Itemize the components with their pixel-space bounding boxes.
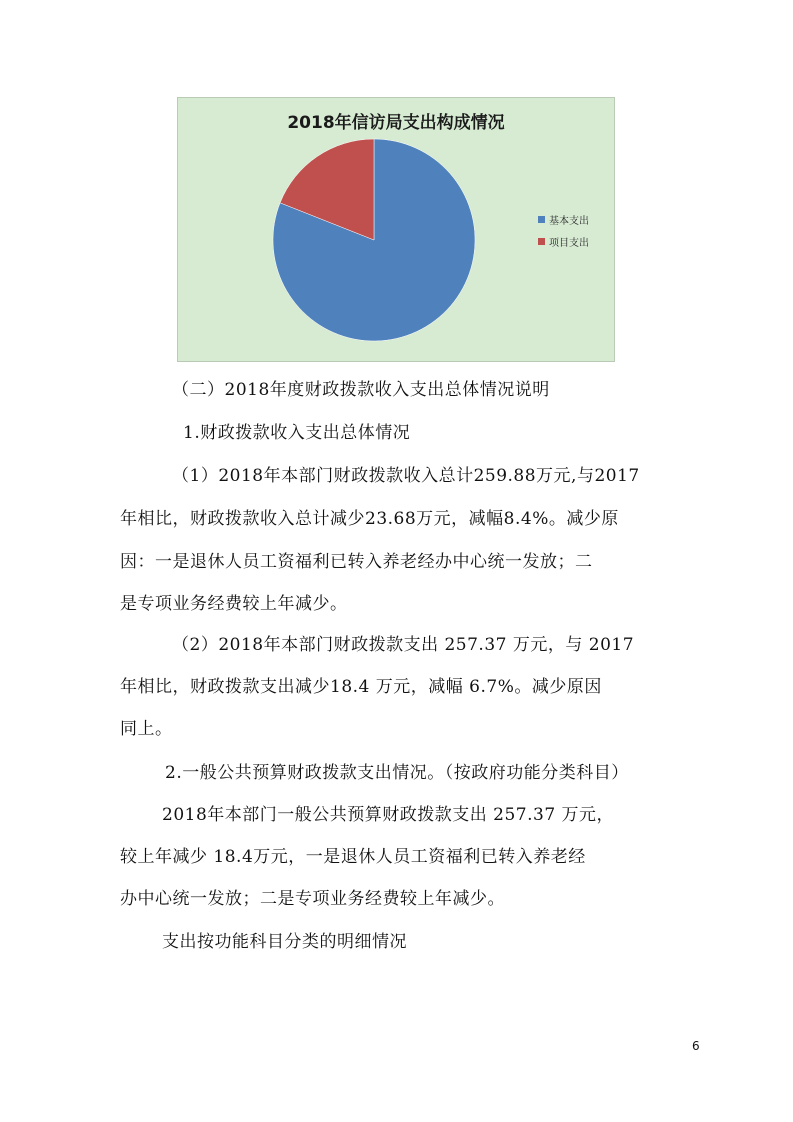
paragraph-line: 支出按功能科目分类的明细情况 (162, 932, 407, 952)
paragraph-line: 2018年本部门一般公共预算财政拨款支出 257.37 万元， (162, 805, 615, 825)
paragraph-line: 是专项业务经费较上年减少。 (120, 594, 348, 614)
legend-swatch-basic (538, 216, 545, 223)
pie-chart (177, 97, 615, 362)
paragraph-line: 年相比，财政拨款收入总计减少23.68万元，减幅8.4%。减少原 (120, 509, 619, 529)
paragraph-line: （1）2018年本部门财政拨款收入总计259.88万元,与2017 (172, 466, 640, 486)
paragraph-line: 办中心统一发放；二是专项业务经费较上年减少。 (120, 889, 505, 909)
paragraph-line: 因：一是退休人员工资福利已转入养老经办中心统一发放；二 (120, 552, 593, 572)
legend-item-project (538, 230, 589, 252)
paragraph-line: （2）2018年本部门财政拨款支出 257.37 万元，与 2017 (172, 635, 635, 655)
paragraph-line: 年相比，财政拨款支出减少18.4 万元，减幅 6.7%。减少原因 (120, 677, 602, 697)
subsection-heading: 1.财政拨款收入支出总体情况 (183, 423, 411, 443)
chart-legend (538, 208, 589, 252)
section-heading: （二）2018年度财政拨款收入支出总体情况说明 (172, 380, 550, 400)
legend-swatch-project (538, 238, 545, 245)
paragraph-line: 较上年减少 18.4万元，一是退休人员工资福利已转入养老经 (120, 847, 586, 867)
paragraph-line: 同上。 (120, 719, 173, 739)
legend-label-project: 项目支出 (549, 237, 589, 249)
legend-label-basic: 基本支出 (549, 215, 589, 227)
chart-title: 2018年信访局支出构成情况 (287, 113, 505, 133)
page-number: 6 (692, 1039, 700, 1053)
legend-item-basic (538, 208, 589, 230)
subsection-heading: 2.一般公共预算财政拨款支出情况。（按政府功能分类科目） (165, 763, 629, 783)
